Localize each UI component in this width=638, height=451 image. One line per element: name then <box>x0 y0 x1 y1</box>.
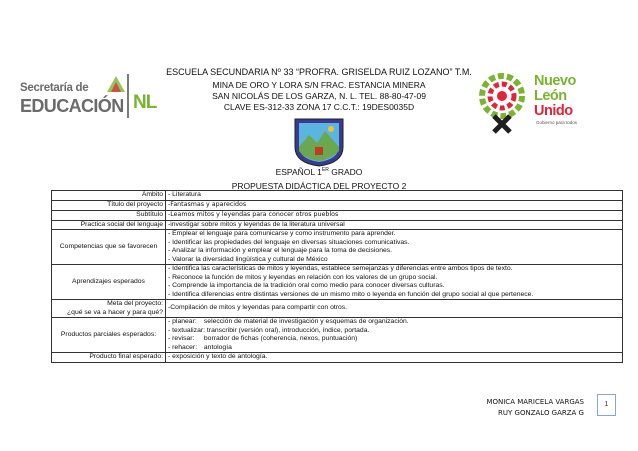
school-name: ESCUELA SECUNDARIA Nº 33 “PROFRA. GRISELDA RUIZ LOZANO” T.M. <box>166 67 472 77</box>
productos-parciales-label: Productos parciales esperados: <box>52 318 166 353</box>
list-item: - Identificar las propiedades del lenguaje en diversas situaciones comunicativas. <box>168 238 410 246</box>
school-address: MINA DE ORO Y LORA S/N FRAC. ESTANCIA MINERA <box>212 80 426 90</box>
logo-right-sub: Gobierno para todos <box>536 120 578 125</box>
logo-left-line1: Secretaría de <box>20 82 89 94</box>
productos-parciales-list <box>166 318 623 353</box>
table-row <box>52 210 623 220</box>
page-number: 1 <box>597 394 616 416</box>
producto-final-label: Producto final esperado: <box>52 353 166 363</box>
logo-left-tag: NL <box>133 92 157 113</box>
list-item: - Identifica las características de mitos y leyendas, establece semejanzas y diferencias entre ambos tipos de texto. <box>168 265 513 272</box>
subtitulo-value: -Leamos mitos y leyendas para conocer otros pueblos <box>166 210 623 220</box>
titulo-label: Título del proyecto <box>52 200 166 210</box>
school-seal-icon <box>291 117 347 167</box>
list-item: - rehacer: antología <box>168 343 232 351</box>
logo-right-line3: Unido <box>534 103 573 119</box>
meta-label <box>52 300 166 318</box>
author-1: MONICA MARICELA VARGAS <box>486 398 584 406</box>
meta-label-line1: Meta del proyecto: <box>107 300 163 307</box>
list-item: - Identifica diferencias entre distintas versiones de un mismo mito o leyenda en función del grupo social al que pertenece. <box>168 290 534 298</box>
meta-value: -Compilación de mitos y leyendas para compartir con otros. <box>166 300 623 318</box>
ambito-value: - Literatura <box>166 191 623 201</box>
ambito-label: Ámbito <box>52 191 166 201</box>
list-item: - Reconoce la función de mitos y leyendas en relación con los valores de un grupo social. <box>168 273 438 281</box>
competencias-list <box>166 230 623 265</box>
list-item: - Comprende la importancia de la tradición oral como medio para conocer diversas culturas. <box>168 282 445 289</box>
table-row <box>52 318 623 353</box>
aprendizajes-label: Aprendizajes esperados <box>52 265 166 300</box>
subtitulo-label: Subtítulo <box>52 210 166 220</box>
logo-right-line2: León <box>534 88 567 104</box>
table-row <box>52 220 623 230</box>
table-row <box>52 265 623 300</box>
table-row <box>52 230 623 265</box>
list-item: - textualizar: transcribir (versión oral), introducción, índice, portada. <box>168 326 370 334</box>
logo-left-line2: EDUCACIÓN <box>20 96 124 116</box>
practica-label: Practica social del lenguaje <box>52 220 166 230</box>
list-item: - planear: selección de material de investigación y esquemas de organización. <box>168 318 409 325</box>
table-row <box>52 300 623 318</box>
table-row <box>52 200 623 210</box>
author-2: RUY GONZALO GARZA G <box>498 409 584 417</box>
list-item: - revisar: borrador de fichas (coherencia, nexos, puntuación) <box>168 335 358 342</box>
producto-final-value: - exposición y texto de antología. <box>166 353 623 363</box>
titulo-value: -Fantasmas y aparecidos <box>166 200 623 210</box>
table-row <box>52 353 623 363</box>
grade-title: ESPAÑOL 1ER GRADO <box>275 167 363 177</box>
aprendizajes-list <box>166 265 623 300</box>
footer-authors <box>486 397 584 419</box>
project-table <box>51 190 623 363</box>
school-key: CLAVE ES-312-33 ZONA 17 C.C.T.: 19DES0035D <box>223 102 415 112</box>
proposal-title: PROPUESTA DIDÁCTICA DEL PROYECTO 2 <box>231 181 407 191</box>
list-item: - Analizar la información y emplear el lenguaje para la toma de decisiones. <box>168 247 393 254</box>
school-city-phone: SAN NICOLÁS DE LOS GARZA, N. L. TEL. 88-80-47-09 <box>212 91 426 101</box>
meta-label-line2: ¿qué se va a hacer y para qué? <box>67 308 163 316</box>
competencias-label: Competencias que se favorecen <box>52 230 166 265</box>
list-item: - Emplear el lenguaje para comunicarse y como instrumento para aprender. <box>168 230 396 237</box>
grade-sup: ER <box>321 167 329 174</box>
practica-value: -investigar sobre mitos y leyendas de la literatura universal <box>166 220 623 230</box>
list-item: - Valorar la diversidad lingüística y cultural de México <box>168 255 328 263</box>
table-row <box>52 191 623 201</box>
logo-right-line1: Nuevo <box>534 73 576 89</box>
